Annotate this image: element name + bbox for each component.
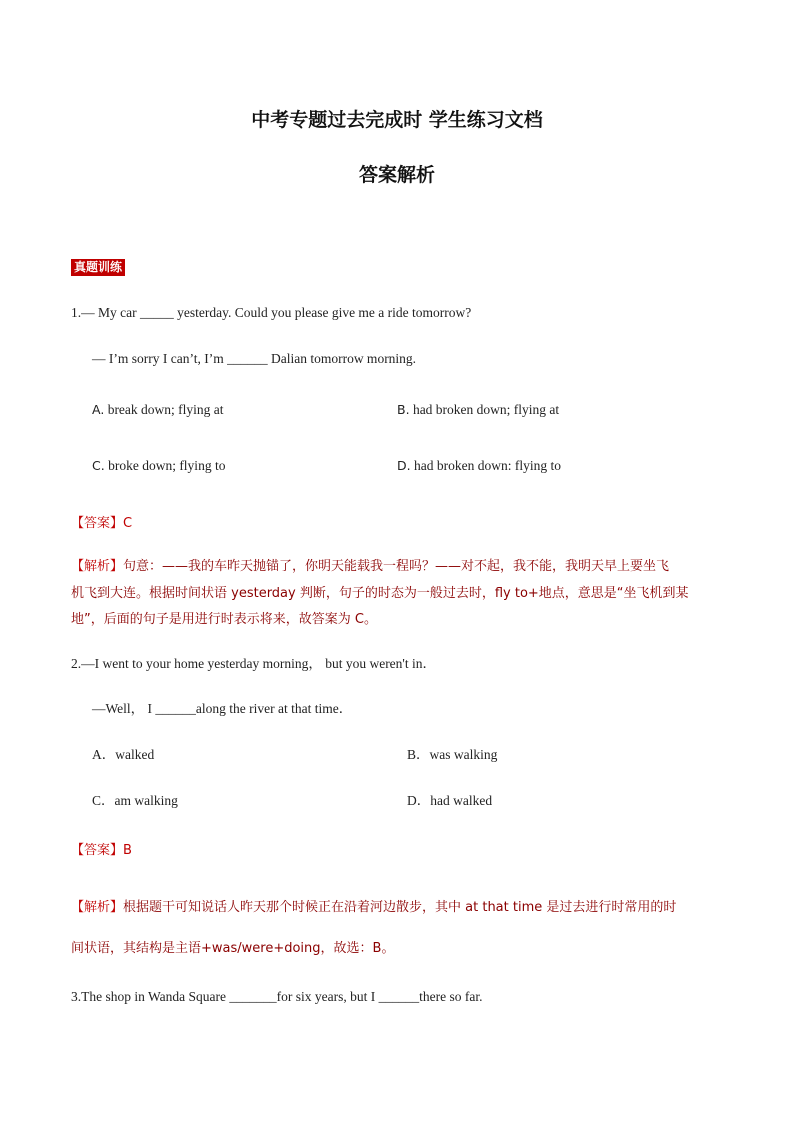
question-1-explanation-line-2: 机飞到大连。根据时间状语 yesterday 判断，句子的时态为一般过去时，fly to+地点，意思是“坐飞机到某 [71,586,689,601]
question-1-option-a [92,402,224,418]
answer-label: 【答案】 [71,843,124,858]
explain-label: 【解析】 [71,559,124,574]
option-text: was walking [429,747,498,762]
option-text: break down; flying at [104,402,224,417]
question-2-stem: 2.—I went to your home yesterday morning， but you weren't in． [71,656,436,671]
question-2-option-a [92,743,154,763]
question-1-option-d [397,458,561,474]
explain-label: 【解析】 [71,900,124,915]
question-2-option-c [92,789,178,809]
question-2-explanation-line-2: 间状语，其结构是主语+was/were+doing，故选：B。 [71,941,395,956]
explain-text: 句意：——我的车昨天抛锚了，你明天能载我一程吗？——对不起，我不能，我明天早上要坐飞 [123,559,670,574]
option-letter: D. [397,458,411,473]
question-1-explanation-line-1 [71,555,669,574]
question-2-answer [71,839,132,858]
answer-value: B [123,843,132,858]
option-text: had broken down; flying at [409,402,560,417]
question-2-option-d [407,789,492,809]
section-tag: 真题训练 [71,259,125,276]
explain-text: 根据题干可知说话人昨天那个时候正在沿着河边散步，其中 at that time 是过去进行时常用的时 [123,900,677,915]
page-subtitle: 答案解析 [358,164,435,186]
option-letter: A． [92,747,116,762]
question-1-stem-reply: — I’m sorry I can’t, I’m ______ Dalian tomorrow morning. [92,351,417,366]
option-letter: A. [92,402,105,417]
answer-label: 【答案】 [71,516,124,531]
page-title: 中考专题过去完成时 学生练习文档 [251,109,543,131]
option-text: had broken down: flying to [410,458,561,473]
question-1-stem: 1.— My car _____ yesterday. Could you please give me a ride tomorrow? [71,305,472,320]
answer-value: C [123,516,133,531]
question-2-explanation-line-1 [71,896,676,915]
question-1-option-c [92,458,225,474]
option-letter: D． [407,793,431,808]
question-2-stem-reply: —Well， I ______along the river at that time． [92,701,353,716]
option-text: walked [115,747,155,762]
question-1-option-b [397,402,559,418]
option-text: am walking [114,793,178,808]
question-3-stem: 3.The shop in Wanda Square _______for six years, but I ______there so far. [71,989,483,1004]
option-letter: C． [92,793,115,808]
question-1-answer [71,512,132,531]
option-letter: B． [407,747,430,762]
option-text: had walked [430,793,493,808]
question-1-explanation-line-3: 地”，后面的句子是用进行时表示将来，故答案为 C。 [71,612,377,627]
option-text: broke down; flying to [104,458,226,473]
option-letter: C. [92,458,105,473]
question-2-option-b [407,743,497,763]
option-letter: B. [397,402,410,417]
